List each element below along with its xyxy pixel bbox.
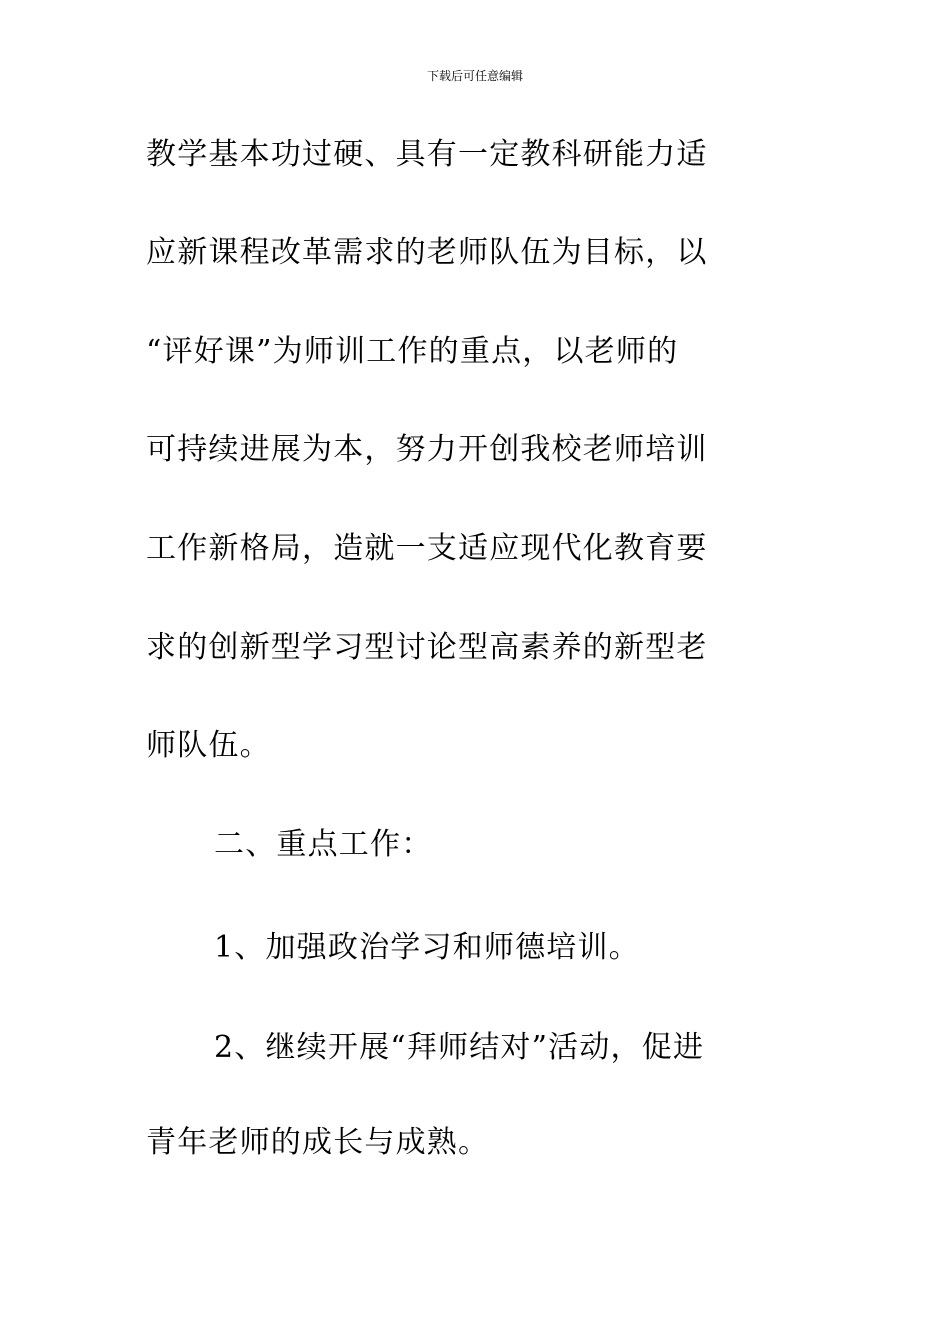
paragraph-line: 工作新格局，造就一支适应现代化教育要: [146, 531, 708, 566]
section-heading: 二、重点工作：: [214, 827, 433, 862]
header-note: 下载后可任意编辑: [426, 69, 523, 83]
list-item-2-continuation: 青年老师的成长与成熟。: [146, 1125, 490, 1160]
paragraph-line: 教学基本功过硬、具有一定教科研能力适: [146, 137, 708, 172]
paragraph-line: “评好课”为师训工作的重点，以老师的: [146, 334, 679, 369]
paragraph-line: 求的创新型学习型讨论型高素养的新型老: [146, 630, 708, 665]
list-item-1: 1、加强政治学习和师德培训。: [214, 930, 640, 965]
paragraph-line: 应新课程改革需求的老师队伍为目标，以: [146, 235, 708, 270]
list-item-2: 2、继续开展“拜师结对”活动，促进: [214, 1030, 705, 1065]
paragraph-line: 师队伍。: [146, 728, 271, 763]
paragraph-line: 可持续进展为本，努力开创我校老师培训: [146, 432, 708, 467]
